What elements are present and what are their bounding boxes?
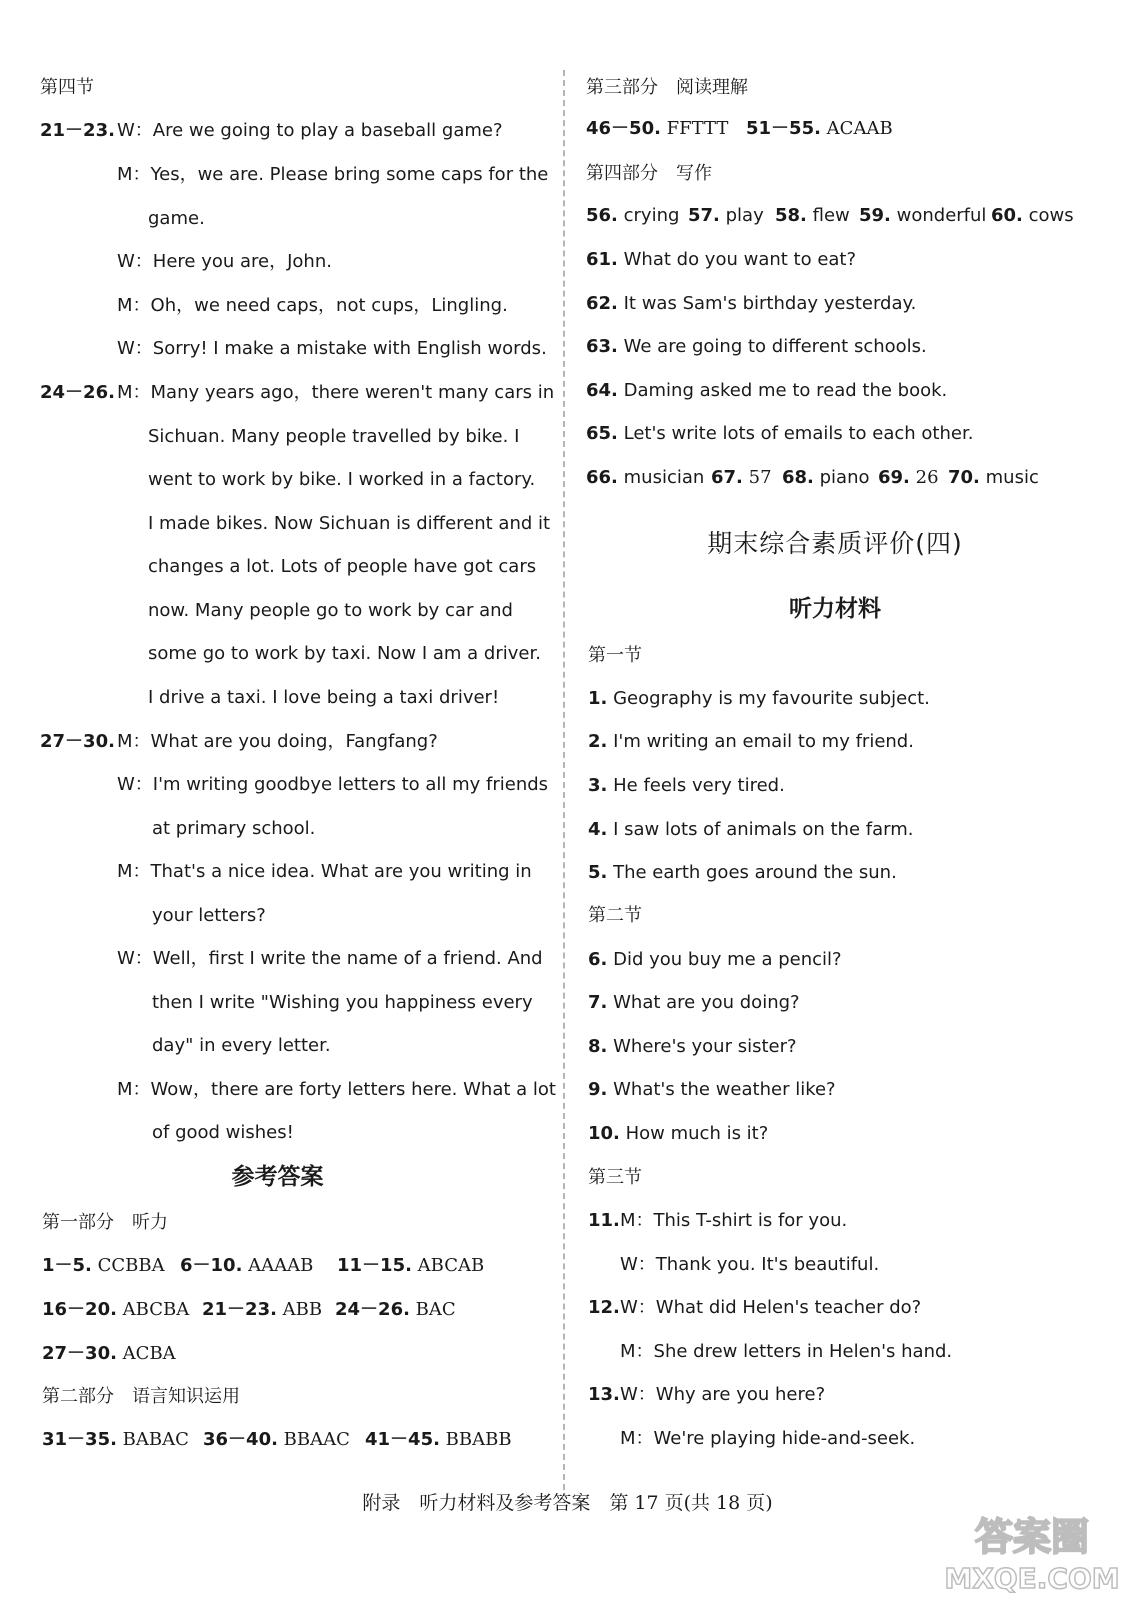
answer-item: 51－55. ACAAB xyxy=(746,118,893,139)
listening-item: 8. Where's your sister? xyxy=(588,1036,797,1057)
watermark-logo xyxy=(937,1506,1127,1596)
answer-sentence: 62. It was Sam's birthday yesterday. xyxy=(586,293,917,314)
dialog-line: M：That's a nice idea. What are you writing in xyxy=(117,861,532,882)
dialog-line: W：Here you are，John. xyxy=(117,251,332,272)
dialog-line: I made bikes. Now Sichuan is different and it xyxy=(148,513,551,534)
answer-item: 66. musician xyxy=(586,467,705,488)
dialog-line: M：She drew letters in Helen's hand. xyxy=(620,1341,953,1362)
dialog-line: M：Many years ago，there weren't many cars in xyxy=(117,382,555,403)
listening-item: 7. What are you doing? xyxy=(588,992,800,1013)
dialog-line: M：What are you doing，Fangfang? xyxy=(117,731,438,752)
answer-item: 24－26. BAC xyxy=(335,1299,456,1320)
listening-item: 2. I'm writing an email to my friend. xyxy=(588,731,914,752)
answer-item: 69. 26 xyxy=(878,467,939,488)
part-label: 第一部分 听力 xyxy=(42,1212,168,1233)
answer-sentence: 63. We are going to different schools. xyxy=(586,336,927,357)
dialog-line: W：Well，first I write the name of a friend. And xyxy=(117,948,543,969)
page-footer: 附录 听力材料及参考答案 第 17 页(共 18 页) xyxy=(362,1492,773,1514)
section-label: 第三节 xyxy=(588,1167,642,1188)
dialog-line: changes a lot. Lots of people have got cars xyxy=(148,556,537,577)
answer-item: 1－5. CCBBA xyxy=(42,1255,165,1276)
column-divider xyxy=(563,70,565,1490)
section-label: 第一节 xyxy=(588,645,642,666)
dialog-line: now. Many people go to work by car and xyxy=(148,600,513,621)
answer-item: 57. play xyxy=(688,205,764,226)
answer-item: 46－50. FFTTT xyxy=(586,118,729,139)
answer-item: 31－35. BABAC xyxy=(42,1429,189,1450)
dialog-number: 13. xyxy=(588,1384,620,1405)
answer-item: 11－15. ABCAB xyxy=(337,1255,485,1276)
answer-sentence: 64. Daming asked me to read the book. xyxy=(586,380,948,401)
answer-item: 36－40. BBAAC xyxy=(203,1429,350,1450)
answer-item: 27－30. ACBA xyxy=(42,1343,176,1364)
listening-item: 10. How much is it? xyxy=(588,1123,769,1144)
watermark-bottom-text: MXQE.COM xyxy=(944,1562,1120,1595)
answers-heading: 参考答案 xyxy=(231,1163,324,1190)
listening-item: 1. Geography is my favourite subject. xyxy=(588,688,930,709)
dialog-line: W：Sorry! I make a mistake with English words. xyxy=(117,338,547,359)
listening-item: 6. Did you buy me a pencil? xyxy=(588,949,842,970)
listening-item: 4. I saw lots of animals on the farm. xyxy=(588,819,914,840)
dialog-line: game. xyxy=(148,208,205,229)
answer-item: 56. crying xyxy=(586,205,680,226)
dialog-line: at primary school. xyxy=(152,818,316,839)
listening-heading: 听力材料 xyxy=(789,595,881,622)
dialog-number: 27－30. xyxy=(40,731,115,752)
dialog-line: of good wishes! xyxy=(152,1122,294,1143)
answer-item: 6－10. AAAAB xyxy=(180,1255,314,1276)
dialog-line: went to work by bike. I worked in a factory. xyxy=(148,469,536,490)
listening-item: 5. The earth goes around the sun. xyxy=(588,862,897,883)
dialog-line: W：Thank you. It's beautiful. xyxy=(620,1254,880,1275)
part-label: 第三部分 阅读理解 xyxy=(586,77,748,98)
dialog-line: Sichuan. Many people travelled by bike. I xyxy=(148,426,520,447)
answer-item: 59. wonderful xyxy=(859,205,987,226)
section-label: 第二节 xyxy=(588,905,642,926)
dialog-line: M：We're playing hide-and-seek. xyxy=(620,1428,916,1449)
dialog-line: W：Why are you here? xyxy=(620,1384,826,1405)
dialog-number: 11. xyxy=(588,1210,620,1231)
dialog-line: M：Oh，we need caps，not cups，Lingling. xyxy=(117,295,508,316)
dialog-line: W：What did Helen's teacher do? xyxy=(620,1297,922,1318)
answer-item: 58. flew xyxy=(775,205,850,226)
dialog-line: M：Wow，there are forty letters here. What a lot xyxy=(117,1079,556,1100)
dialog-line: I drive a taxi. I love being a taxi driver! xyxy=(148,687,500,708)
exam-title: 期末综合素质评价(四) xyxy=(707,529,963,558)
listening-item: 3. He feels very tired. xyxy=(588,775,785,796)
dialog-number: 21－23. xyxy=(40,120,115,141)
dialog-line: W：I'm writing goodbye letters to all my friends xyxy=(117,774,549,795)
answer-item: 16－20. ABCBA xyxy=(42,1299,190,1320)
dialog-line: some go to work by taxi. Now I am a driver. xyxy=(148,643,541,664)
dialog-line: M：This T-shirt is for you. xyxy=(620,1210,848,1231)
answer-sentence: 61. What do you want to eat? xyxy=(586,249,857,270)
answer-item: 67. 57 xyxy=(711,467,772,488)
part-label: 第二部分 语言知识运用 xyxy=(42,1386,240,1407)
dialog-line: day" in every letter. xyxy=(152,1035,331,1056)
listening-item: 9. What's the weather like? xyxy=(588,1079,836,1100)
dialog-number: 24－26. xyxy=(40,382,115,403)
answer-item: 68. piano xyxy=(782,467,870,488)
dialog-line: then I write "Wishing you happiness every xyxy=(152,992,533,1013)
dialog-line: W：Are we going to play a baseball game? xyxy=(117,120,503,141)
watermark-top-text: 答案圈 xyxy=(974,1515,1090,1559)
dialog-number: 12. xyxy=(588,1297,620,1318)
answer-item: 60. cows xyxy=(991,205,1074,226)
answer-item: 21－23. ABB xyxy=(202,1299,323,1320)
answer-item: 41－45. BBABB xyxy=(365,1429,512,1450)
section-label: 第四节 xyxy=(40,77,94,98)
part-label: 第四部分 写作 xyxy=(586,163,712,184)
answer-item: 70. music xyxy=(948,467,1039,488)
answer-sentence: 65. Let's write lots of emails to each other. xyxy=(586,423,974,444)
dialog-line: M：Yes，we are. Please bring some caps for the xyxy=(117,164,549,185)
dialog-line: your letters? xyxy=(152,905,266,926)
